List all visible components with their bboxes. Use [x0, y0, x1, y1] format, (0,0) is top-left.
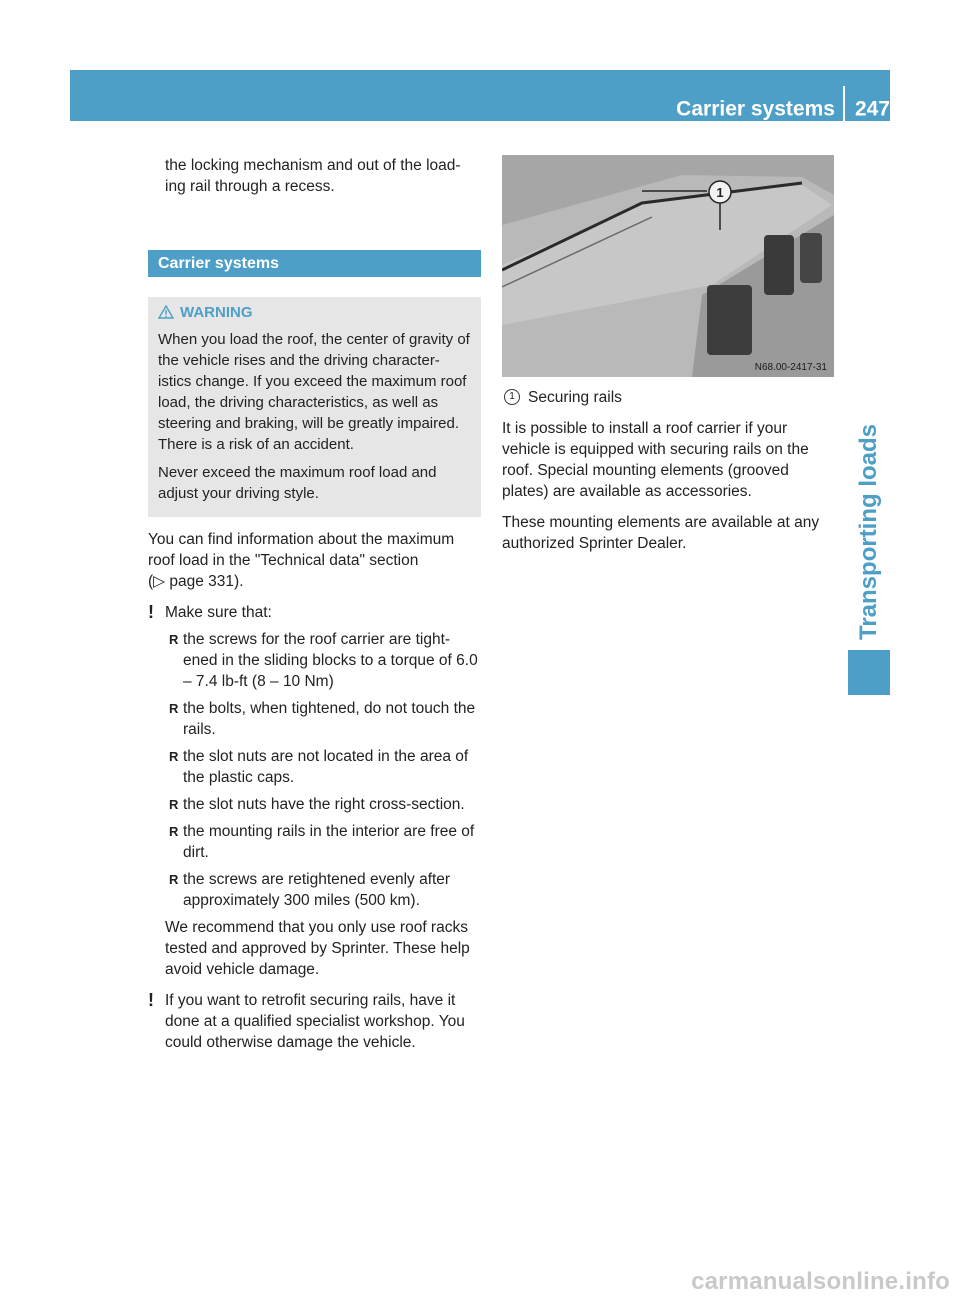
note-1 [148, 602, 481, 980]
intro-line-2: ing rail through a recess. [165, 178, 335, 195]
callout-1-icon: 1 [504, 389, 520, 405]
list-item: R the mounting rails in the interior are free of dirt. [169, 823, 475, 861]
warning-label: WARNING [180, 304, 253, 321]
right-paragraph-1: It is possible to install a roof carrier if your vehicle is equipped with securing rails on the roof. Special mounting elements (grooved plates) are available as accessories. [502, 420, 809, 500]
list-item: R the bolts, when tightened, do not touch the rails. [169, 700, 476, 738]
callout-1-number: 1 [716, 185, 724, 200]
warning-box [148, 297, 481, 517]
warning-triangle-icon [158, 304, 174, 325]
bullet-icon: R [169, 701, 179, 716]
side-tab-block [848, 650, 890, 695]
section-title: Carrier systems [676, 97, 835, 121]
note-2 [148, 990, 481, 1053]
bullet-icon: R [169, 749, 179, 764]
exclamation-icon: ! [148, 990, 154, 1010]
warning-title [158, 302, 473, 325]
caption-text: Securing rails [528, 389, 622, 406]
bullet-icon: R [169, 824, 179, 839]
note-1-list [165, 629, 481, 911]
warning-text-2: Never exceed the maximum roof load and adjust your driving style. [158, 464, 437, 502]
exclamation-icon: ! [148, 602, 154, 622]
side-tab-label: Transporting loads [855, 423, 882, 640]
intro-line-1: the locking mechanism and out of the load- [165, 157, 461, 174]
list-item: R the screws for the roof carrier are tight- ened in the sliding blocks to a torque of 6.0 – 7.4 lb-ft (8 – 10 Nm) [169, 631, 478, 690]
note-1-recommendation: We recommend that you only use roof racks tested and approved by Sprinter. These help avoid vehicle damage. [165, 919, 470, 978]
header-separator [843, 86, 845, 126]
image-code: N68.00-2417-31 [754, 362, 827, 373]
bullet-icon: R [169, 632, 179, 647]
header-title [676, 90, 890, 121]
list-item: R the slot nuts have the right cross-section. [169, 796, 465, 813]
info-text: You can find information about the maximum roof load in the "Technical data" section [148, 531, 455, 569]
van-roof-photo [502, 155, 834, 377]
bullet-icon: R [169, 797, 179, 812]
right-paragraph-2: These mounting elements are available at any authorized Sprinter Dealer. [502, 514, 820, 552]
note-2-text: If you want to retrofit securing rails, have it done at a qualified specialist workshop. You could otherwise damage the vehicle. [165, 992, 465, 1051]
watermark: carmanualsonline.info [691, 1268, 950, 1295]
page-number: 247 [854, 97, 890, 121]
list-item: R the screws are retightened evenly after approximately 300 miles (500 km). [169, 871, 451, 909]
caption [502, 387, 834, 408]
note-1-lead: Make sure that: [165, 604, 272, 621]
intro-text [148, 155, 481, 197]
left-column [148, 155, 481, 1061]
right-column [502, 155, 834, 564]
page-reference: (▷ page 331). [148, 573, 244, 590]
warning-text-1: When you load the roof, the center of gravity of the vehicle rises and the driving character- istics change. If you exceed the maximum roof load, the driving characteristics, as well as steering and braking, will be greatly impaired. There is a risk of an accident. [158, 331, 470, 453]
list-item: R the slot nuts are not located in the area of the plastic caps. [169, 748, 469, 786]
section-heading: Carrier systems [148, 250, 481, 277]
info-paragraph [148, 529, 481, 592]
bullet-icon: R [169, 872, 179, 887]
